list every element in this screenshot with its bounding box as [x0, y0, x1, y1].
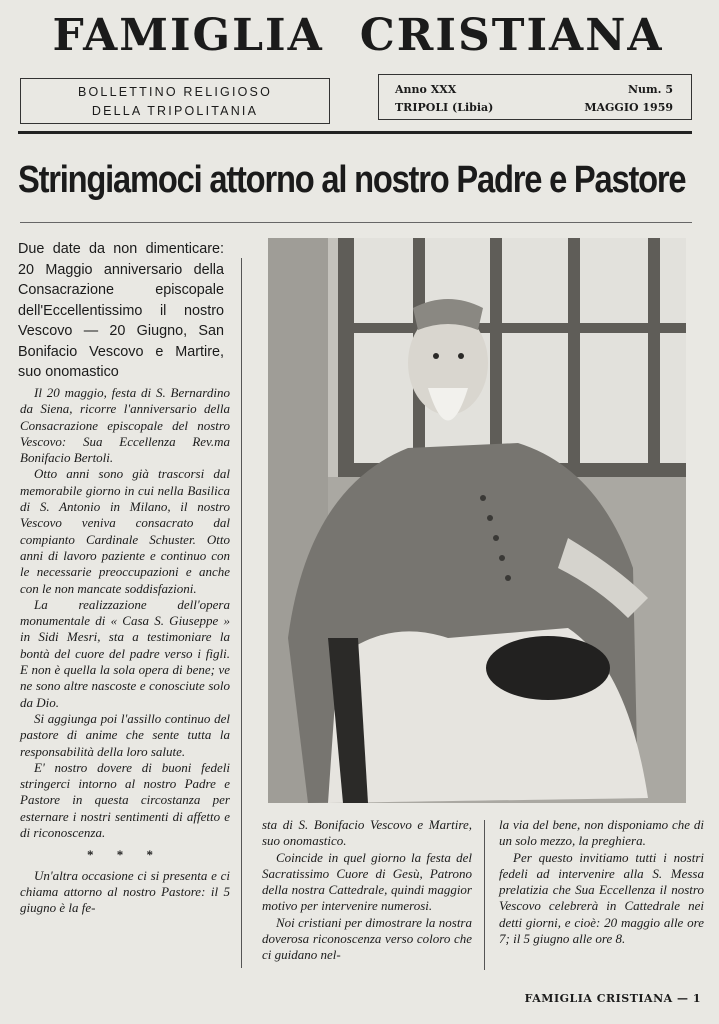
headline: Stringiamoci attorno al nostro Padre e Pastore — [18, 159, 686, 201]
issue-year: Anno XXX — [395, 83, 457, 96]
issue-place: TRIPOLI (Libia) — [395, 101, 494, 114]
subtitle-box — [20, 78, 330, 124]
article-column-2 — [262, 817, 472, 964]
bishop-photo — [268, 238, 686, 803]
issue-info-box — [378, 74, 692, 120]
article-column-3 — [499, 817, 704, 947]
masthead-word-2: CRISTIANA — [359, 10, 664, 61]
paragraph: sta di S. Bonifacio Vescovo e Martire, suo onomastico. — [262, 817, 472, 849]
headline-rule — [20, 222, 692, 223]
column-divider — [484, 820, 485, 970]
paragraph: Un'altra occasione ci si presenta e ci chiama attorno al nostro Pastore: il 5 giugno è la fe- — [20, 867, 230, 916]
intro-text: Due date da non dimenticare: 20 Maggio anniversario della Consacrazione episcopale dell'Eccellentissimo il nostro Vescovo — 20 Giugno, San Bonifacio Vescovo e Martire, suo onomastico — [18, 241, 224, 380]
masthead-rule — [18, 131, 692, 134]
paragraph: la via del bene, non disponiamo che di un solo mezzo, la preghiera. — [499, 817, 704, 849]
subtitle-line-1: BOLLETTINO RELIGIOSO — [77, 85, 273, 99]
subtitle-line-2: DELLA TRIPOLITANIA — [91, 104, 259, 118]
issue-number: Num. 5 — [627, 83, 673, 96]
issue-date: MAGGIO 1959 — [584, 101, 673, 114]
masthead-title — [18, 6, 698, 66]
column-divider — [241, 258, 242, 968]
section-separator: * * * — [87, 847, 163, 863]
article-column-1 — [20, 385, 230, 917]
paragraph: Noi cristiani per dimostrare la nostra doverosa riconoscenza verso coloro che ci guidano nel- — [262, 914, 472, 963]
paragraph: Per questo invitiamo tutti i nostri fedeli ad intervenire alla S. Messa prelatizia che Sua Eccellenza il nostro Vescovo celebrerà in Cattedrale nei detti giorni, e cioè: 20 maggio alle ore 7; il 5 giugno alle ore 8. — [499, 849, 704, 947]
bishop-portrait-illustration — [268, 238, 686, 803]
paragraph: Il 20 maggio, festa di S. Bernardino da Siena, ricorre l'anniversario della Consacrazione episcopale del nostro Vescovo: Sua Eccellenza Rev.ma Bonifacio Bertoli. — [20, 385, 230, 466]
paragraph: La realizzazione dell'opera monumentale di « Casa S. Giuseppe » in Sidi Mesri, sta a testimoniare la bontà del cuore del padre verso i figli. E non è quella la sola opera di bene; ve ne sono altre nascoste e conosciute solo da Dio. — [20, 596, 230, 710]
masthead-word-1: FAMIGLIA — [52, 10, 324, 61]
paragraph: Otto anni sono già trascorsi dal memorabile giorno in cui nella Basilica di S. Antonio in Milano, il nostro Vescovo veniva consacrato dal compianto Cardinale Schuster. Otto anni di lavoro paziente e continuo con le necessarie preoccupazioni e anche con le non mancate soddisfazioni. — [20, 466, 230, 596]
paragraph: E' nostro dovere di buoni fedeli stringerci intorno al nostro Padre e Pastore in questa circostanza per esternare i nostri sentimenti di affetto e di riconoscenza. — [20, 759, 230, 841]
paragraph: Coincide in quel giorno la festa del Sacratissimo Cuore di Gesù, Patrono della nostra Cattedrale, quindi maggior motivo per intervenire numerosi. — [262, 849, 472, 914]
page-footer: FAMIGLIA CRISTIANA — 1 — [524, 992, 701, 1005]
paragraph: Si aggiunga poi l'assillo continuo del pastore di anime che sente tutta la responsabilità della loro salute. — [20, 710, 230, 759]
